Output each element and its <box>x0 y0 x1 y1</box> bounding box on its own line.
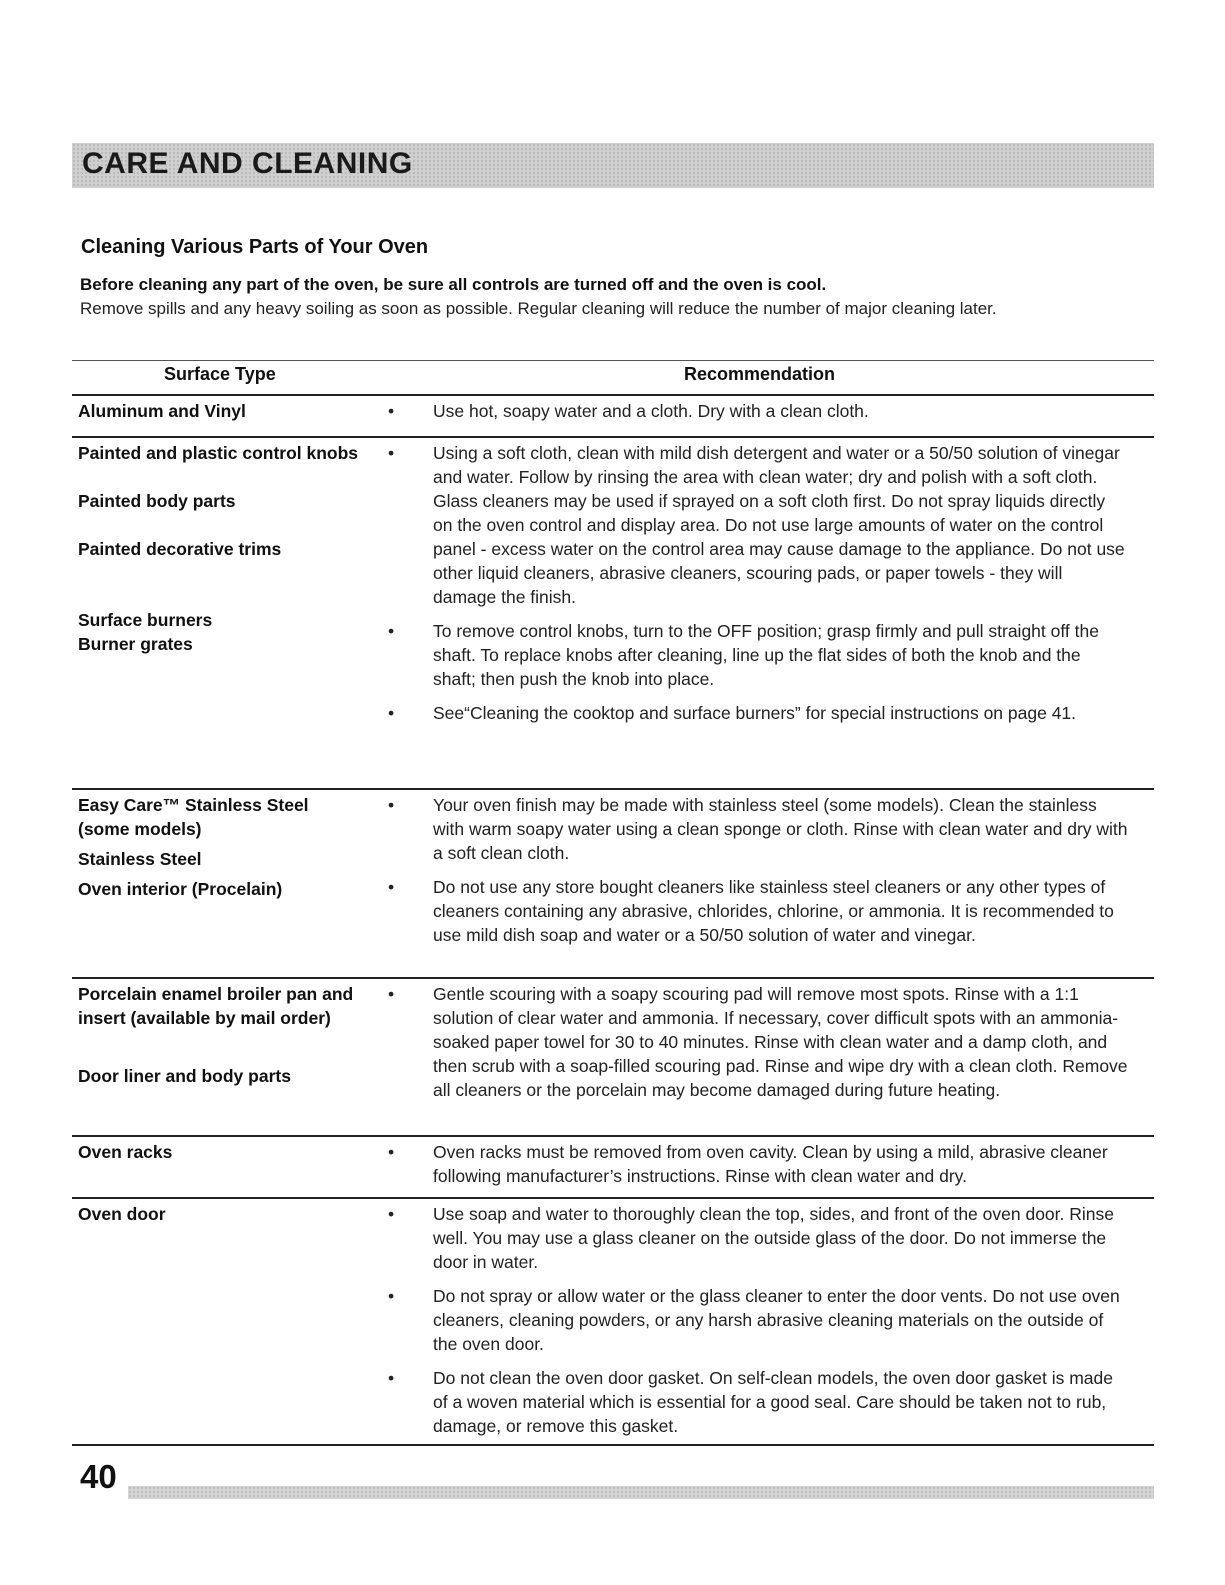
recommendation-list <box>380 396 1128 423</box>
bullet-icon <box>380 875 433 947</box>
page-title: CARE AND CLEANING <box>82 147 413 180</box>
recommendation-item: • Do not spray or allow water or the glass cleaner to enter the door vents. Do not use oven cleaners, cleaning powders, or any harsh abrasive cleaning materials on the outside of the oven door. <box>380 1284 1128 1356</box>
recommendation-list <box>380 790 1128 947</box>
bullet-icon <box>380 1366 433 1438</box>
bullet-icon <box>380 701 433 725</box>
surface-list <box>78 399 378 423</box>
table-row <box>72 436 1154 788</box>
surface-type: Porcelain enamel broiler pan and insert (available by mail order) <box>78 984 354 1028</box>
table-row <box>72 396 1154 436</box>
intro-text: Remove spills and any heavy soiling as soon as possible. Regular cleaning will reduce the number of major cleaning later. <box>80 299 997 318</box>
recommendation-list <box>380 1137 1128 1188</box>
bullet-icon <box>380 982 433 1102</box>
surface-type: Easy Care™ Stainless Steel (some models) <box>78 795 309 839</box>
table-row <box>72 1197 1154 1444</box>
recommendation-item: • Your oven finish may be made with stainless steel (some models). Clean the stainless with warm soapy water using a clean sponge or cloth. Rinse with clean water and dry with a soft clean cloth. <box>380 793 1128 865</box>
recommendation-item: • Do not clean the oven door gasket. On self-clean models, the oven door gasket is made of a woven material which is essential for a good seal. Care should be taken not to rub, damage, or remove this gasket. <box>380 1366 1128 1438</box>
surface-type: Painted and plastic control knobs <box>78 443 359 463</box>
surface-type: Oven racks <box>78 1142 173 1162</box>
surface-type: Burner grates <box>78 634 193 654</box>
surface-list <box>78 793 378 901</box>
surface-type: Oven door <box>78 1204 166 1224</box>
bullet-icon <box>380 1202 433 1274</box>
surface-list <box>78 982 378 1088</box>
surface-type: Door liner and body parts <box>78 1066 291 1086</box>
recommendation-item: • To remove control knobs, turn to the OFF position; grasp firmly and pull straight off the shaft. To replace knobs after cleaning, line up the flat sides of both the knob and the shaft; then push the knob into place. <box>380 619 1128 691</box>
page-number: 40 <box>80 1458 117 1495</box>
recommendation-item: • Do not use any store bought cleaners like stainless steel cleaners or any other types of cleaners containing any abrasive, chlorides, chlorine, or ammonia. It is recommended to use mild dish soap and water or a 50/50 solution of water and vinegar. <box>380 875 1128 947</box>
bullet-icon <box>380 1284 433 1356</box>
table-row <box>72 1135 1154 1197</box>
surface-list <box>78 441 378 656</box>
section-heading: Cleaning Various Parts of Your Oven <box>81 236 429 258</box>
surface-type: Painted decorative trims <box>78 539 282 559</box>
surface-list <box>78 1202 378 1226</box>
footer-bar <box>128 1486 1154 1499</box>
column-header-recommendation: Recommendation <box>684 364 836 384</box>
recommendation-item: • See“Cleaning the cooktop and surface burners” for special instructions on page 41. <box>380 701 1128 725</box>
surface-type: Stainless Steel <box>78 849 202 869</box>
table-header <box>72 360 1154 396</box>
recommendation-item: • Use hot, soapy water and a cloth. Dry with a clean cloth. <box>380 399 1128 423</box>
recommendation-item: • Using a soft cloth, clean with mild dish detergent and water or a 50/50 solution of vinegar and water. Follow by rinsing the area with clean water; dry and polish with a soft cloth. Glass cleaners may be used if sprayed on a soft cloth first. Do not spray liquids directly on the oven control and display area. Do not use large amounts of water on the control panel - excess water on the control area may cause damage to the appliance. Do not use other liquid cleaners, abrasive cleaners, scouring pads, or paper towels - they will damage the finish. <box>380 441 1128 609</box>
surface-type: Painted body parts <box>78 491 236 511</box>
surface-list <box>78 1140 378 1164</box>
table-row <box>72 977 1154 1135</box>
recommendation-list <box>380 1199 1128 1438</box>
table-row <box>72 788 1154 977</box>
surface-type: Surface burners <box>78 610 213 630</box>
header-banner <box>72 143 1154 188</box>
column-header-surface-type: Surface Type <box>164 364 276 384</box>
recommendation-item: • Gentle scouring with a soapy scouring pad will remove most spots. Rinse with a 1:1 solution of clear water and ammonia. If necessary, cover difficult spots with an ammonia-soaked paper towel for 30 to 40 minutes. Rinse with clean water and a damp cloth, and then scrub with a soap-filled scouring pad. Rinse and wipe dry with a clean cloth. Remove all cleaners or the porcelain may become damaged during future heating. <box>380 982 1128 1102</box>
bullet-icon <box>380 399 433 423</box>
bullet-icon <box>380 1140 433 1188</box>
cleaning-table <box>72 360 1154 1446</box>
surface-type: Aluminum and Vinyl <box>78 401 246 421</box>
bullet-icon <box>380 619 433 691</box>
surface-type: Oven interior (Procelain) <box>78 879 283 899</box>
bullet-icon <box>380 441 433 609</box>
recommendation-item: • Oven racks must be removed from oven cavity. Clean by using a mild, abrasive cleaner following manufacturer’s instructions. Rinse with clean water and dry. <box>380 1140 1128 1188</box>
table-bottom-rule <box>72 1444 1154 1446</box>
bullet-icon <box>380 793 433 865</box>
recommendation-item: • Use soap and water to thoroughly clean the top, sides, and front of the oven door. Rinse well. You may use a glass cleaner on the outside glass of the door. Do not immerse the door in water. <box>380 1202 1128 1274</box>
warning-text: Before cleaning any part of the oven, be sure all controls are turned off and the oven is cool. <box>80 275 827 294</box>
recommendation-list <box>380 979 1128 1102</box>
recommendation-list <box>380 438 1128 725</box>
